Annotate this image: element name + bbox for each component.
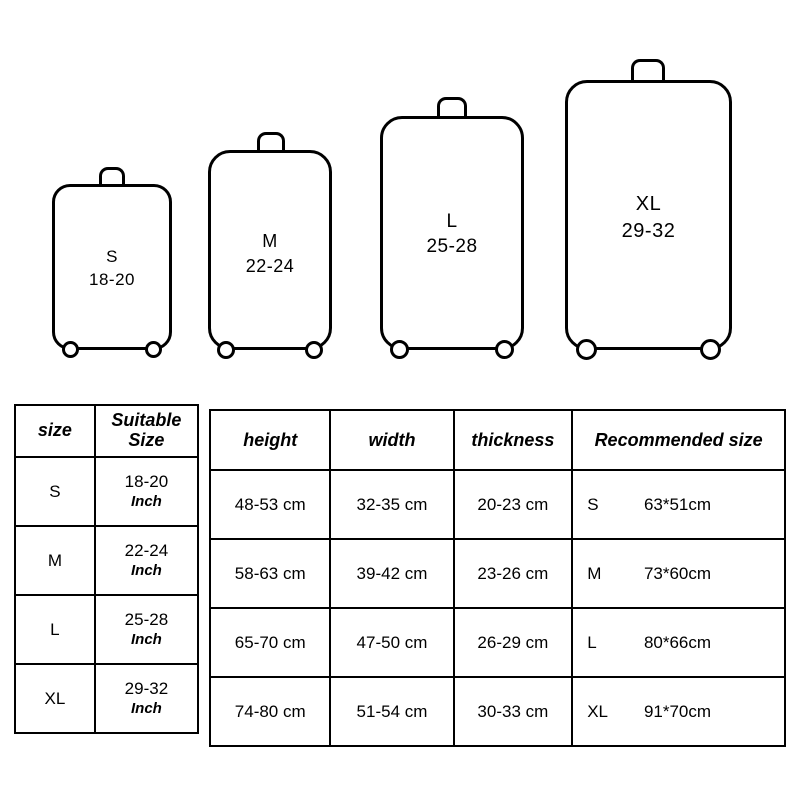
luggage-case-inches: 25-28 (426, 236, 478, 258)
cell-height: 58-63 cm (210, 539, 330, 608)
cell-suitable-value: 22-24 (124, 541, 169, 561)
luggage-case-inches: 29-32 (621, 220, 676, 242)
cell-suitable (95, 595, 198, 664)
cell-unit: Inch (130, 561, 162, 579)
luggage-case-size: XL (635, 193, 662, 215)
cell-unit: Inch (130, 699, 162, 717)
luggage-handle-icon (631, 59, 665, 80)
luggage-size-illustration (0, 0, 800, 390)
luggage-case-inches: 22-24 (245, 255, 295, 276)
cell-unit: Inch (130, 630, 162, 648)
luggage-handle-icon (99, 167, 125, 184)
luggage-case-size: M (262, 231, 278, 252)
cell-suitable-value: 18-20 (124, 472, 169, 492)
luggage-case-size: L (446, 210, 458, 232)
table-header-row (210, 410, 785, 470)
cell-thickness: 20-23 cm (454, 470, 573, 539)
cell-suitable-value: 29-32 (124, 679, 169, 699)
cell-recommended-value: 73*60cm (643, 563, 712, 583)
cell-unit: Inch (130, 492, 162, 510)
cell-recommended-code: XL (587, 701, 608, 721)
cell-recommended-value: 91*70cm (643, 701, 712, 721)
dimension-table (209, 409, 786, 747)
table-row (15, 457, 198, 526)
table-row (210, 470, 785, 539)
cell-suitable-value: 25-28 (124, 610, 169, 630)
luggage-wheel-icon (62, 341, 79, 358)
luggage-case-label (208, 229, 332, 278)
cell-height: 48-53 cm (210, 470, 330, 539)
cell-thickness: 30-33 cm (454, 677, 573, 746)
luggage-handle-icon (437, 97, 467, 116)
luggage-case-m (208, 122, 332, 350)
cell-width: 47-50 cm (330, 608, 453, 677)
cell-recommended (572, 608, 785, 677)
luggage-wheel-icon (217, 341, 235, 359)
luggage-case-inches: 18-20 (89, 270, 135, 290)
header-suitable-size: Suitable Size (95, 405, 198, 457)
cell-recommended (572, 539, 785, 608)
header-width: width (330, 410, 453, 470)
luggage-handle-icon (257, 132, 285, 150)
cell-size: L (15, 595, 95, 664)
cell-thickness: 23-26 cm (454, 539, 573, 608)
header-thickness: thickness (454, 410, 573, 470)
cell-width: 32-35 cm (330, 470, 453, 539)
cell-recommended-code: M (587, 563, 602, 583)
luggage-wheel-icon (576, 339, 597, 360)
luggage-case-l (380, 87, 524, 350)
cell-suitable (95, 526, 198, 595)
luggage-case-label (565, 191, 732, 245)
luggage-wheel-icon (700, 339, 721, 360)
luggage-case-label (52, 246, 172, 292)
cell-height: 65-70 cm (210, 608, 330, 677)
luggage-case-s (52, 155, 172, 350)
cell-height: 74-80 cm (210, 677, 330, 746)
table-row (210, 677, 785, 746)
cell-recommended-value: 63*51cm (643, 494, 712, 514)
luggage-wheel-icon (305, 341, 323, 359)
cell-recommended-code: S (587, 494, 599, 514)
cell-recommended (572, 470, 785, 539)
cell-recommended (572, 677, 785, 746)
cell-recommended-code: L (587, 632, 597, 652)
luggage-case-xl (565, 50, 732, 350)
cell-width: 51-54 cm (330, 677, 453, 746)
table-row (15, 526, 198, 595)
table-header-row (15, 405, 198, 457)
luggage-wheel-icon (145, 341, 162, 358)
cell-suitable (95, 664, 198, 733)
header-recommended-size: Recommended size (572, 410, 785, 470)
table-row (210, 608, 785, 677)
size-table (14, 404, 199, 734)
luggage-wheel-icon (390, 340, 409, 359)
table-row (15, 664, 198, 733)
luggage-case-size: S (106, 247, 118, 267)
header-size: size (15, 405, 95, 457)
table-row (15, 595, 198, 664)
cell-width: 39-42 cm (330, 539, 453, 608)
cell-thickness: 26-29 cm (454, 608, 573, 677)
table-row (210, 539, 785, 608)
cell-size: S (15, 457, 95, 526)
cell-size: M (15, 526, 95, 595)
cell-recommended-value: 80*66cm (643, 632, 712, 652)
luggage-wheel-icon (495, 340, 514, 359)
luggage-case-label (380, 209, 524, 260)
header-height: height (210, 410, 330, 470)
cell-size: XL (15, 664, 95, 733)
cell-suitable (95, 457, 198, 526)
